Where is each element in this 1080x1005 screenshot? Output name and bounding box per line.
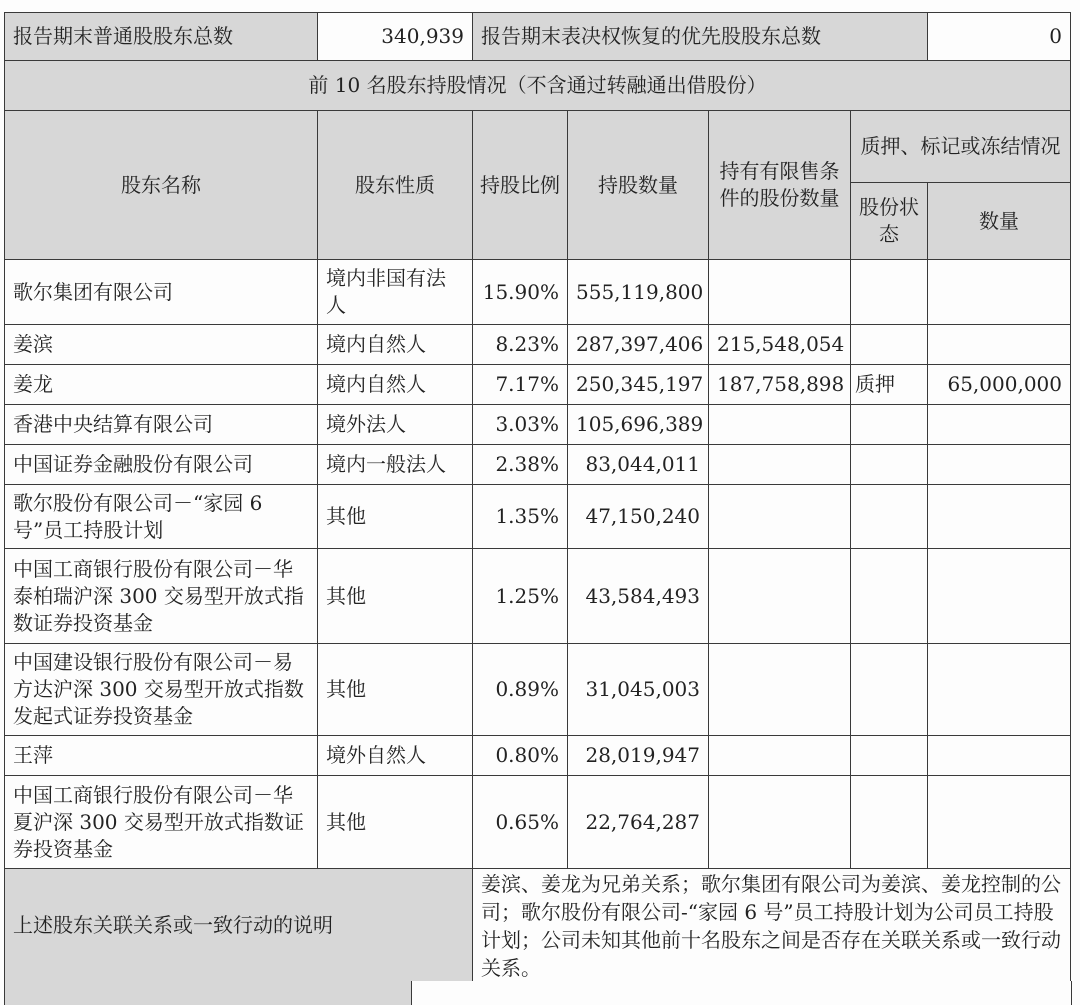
holding-quantity: 28,019,947 [568, 736, 709, 776]
shareholder-nature: 境外法人 [318, 405, 473, 445]
shareholder-name: 王萍 [5, 736, 318, 776]
pledge-quantity [928, 445, 1071, 485]
restricted-quantity [709, 776, 851, 869]
table-row [5, 325, 1071, 365]
header-pledge-group: 质押、标记或冻结情况 [851, 111, 1071, 183]
restricted-quantity [709, 644, 851, 736]
section-title-row [5, 61, 1071, 111]
note-text: 姜滨、姜龙为兄弟关系；歌尔集团有限公司为姜滨、姜龙控制的公司；歌尔股份有限公司-“家园 6 号”员工持股计划为公司员工持股计划；公司未知其他前十名股东之间是否存在关联关系或一致行动关系。 [473, 869, 1071, 983]
shareholder-name: 歌尔股份有限公司－“家园 6 号”员工持股计划 [5, 485, 318, 549]
restricted-quantity [709, 445, 851, 485]
table-continuation-label-cell [5, 981, 412, 1005]
table-row [5, 405, 1071, 445]
holding-ratio: 8.23% [473, 325, 568, 365]
section-title: 前 10 名股东持股情况（不含通过转融通出借股份） [5, 61, 1071, 111]
holding-quantity: 555,119,800 [568, 260, 709, 325]
holding-quantity: 105,696,389 [568, 405, 709, 445]
header-row-1 [5, 111, 1071, 183]
holding-ratio: 0.89% [473, 644, 568, 736]
note-label: 上述股东关联关系或一致行动的说明 [5, 869, 473, 983]
total-pref-label: 报告期末表决权恢复的优先股股东总数 [473, 13, 928, 61]
shareholder-name: 香港中央结算有限公司 [5, 405, 318, 445]
total-pref-value: 0 [928, 13, 1071, 61]
shareholder-name: 中国证券金融股份有限公司 [5, 445, 318, 485]
restricted-quantity [709, 405, 851, 445]
header-name: 股东名称 [5, 111, 318, 260]
holding-ratio: 2.38% [473, 445, 568, 485]
note-row [5, 869, 1071, 983]
pledge-status [851, 405, 928, 445]
pledge-status [851, 325, 928, 365]
shareholder-name: 中国建设银行股份有限公司－易方达沪深 300 交易型开放式指数发起式证券投资基金 [5, 644, 318, 736]
holding-quantity: 250,345,197 [568, 365, 709, 405]
restricted-quantity [709, 736, 851, 776]
total-common-label: 报告期末普通股股东总数 [5, 13, 318, 61]
holding-ratio: 0.80% [473, 736, 568, 776]
holding-ratio: 1.35% [473, 485, 568, 549]
holding-quantity: 47,150,240 [568, 485, 709, 549]
total-common-value: 340,939 [318, 13, 473, 61]
pledge-status: 质押 [851, 365, 928, 405]
header-ratio: 持股比例 [473, 111, 568, 260]
holding-ratio: 3.03% [473, 405, 568, 445]
holding-ratio: 1.25% [473, 549, 568, 644]
holding-quantity: 287,397,406 [568, 325, 709, 365]
pledge-status [851, 776, 928, 869]
table-row [5, 445, 1071, 485]
table-row [5, 365, 1071, 405]
shareholder-nature: 其他 [318, 485, 473, 549]
pledge-status [851, 445, 928, 485]
shareholder-nature: 其他 [318, 549, 473, 644]
shareholder-table [4, 12, 1071, 983]
shareholder-name: 中国工商银行股份有限公司－华泰柏瑞沪深 300 交易型开放式指数证券投资基金 [5, 549, 318, 644]
pledge-quantity [928, 644, 1071, 736]
pledge-quantity [928, 260, 1071, 325]
restricted-quantity: 215,548,054 [709, 325, 851, 365]
shareholder-nature: 其他 [318, 776, 473, 869]
restricted-quantity [709, 485, 851, 549]
holding-ratio: 15.90% [473, 260, 568, 325]
pledge-status [851, 644, 928, 736]
holding-ratio: 7.17% [473, 365, 568, 405]
pledge-quantity [928, 736, 1071, 776]
holding-quantity: 43,584,493 [568, 549, 709, 644]
holding-quantity: 22,764,287 [568, 776, 709, 869]
summary-row [5, 13, 1071, 61]
holding-ratio: 0.65% [473, 776, 568, 869]
pledge-status [851, 736, 928, 776]
shareholder-name: 中国工商银行股份有限公司－华夏沪深 300 交易型开放式指数证券投资基金 [5, 776, 318, 869]
table-row [5, 644, 1071, 736]
header-nature: 股东性质 [318, 111, 473, 260]
shareholder-nature: 境内非国有法人 [318, 260, 473, 325]
shareholder-name: 姜龙 [5, 365, 318, 405]
table-row [5, 485, 1071, 549]
header-quantity: 持股数量 [568, 111, 709, 260]
restricted-quantity: 187,758,898 [709, 365, 851, 405]
header-pledge-qty: 数量 [928, 183, 1071, 260]
header-pledge-status: 股份状态 [851, 183, 928, 260]
table-row [5, 776, 1071, 869]
holding-quantity: 83,044,011 [568, 445, 709, 485]
shareholder-nature: 境内自然人 [318, 325, 473, 365]
pledge-quantity [928, 325, 1071, 365]
pledge-quantity: 65,000,000 [928, 365, 1071, 405]
table-continuation [4, 981, 1072, 1005]
pledge-status [851, 260, 928, 325]
header-restricted: 持有有限售条件的股份数量 [709, 111, 851, 260]
pledge-quantity [928, 485, 1071, 549]
shareholder-nature: 其他 [318, 644, 473, 736]
pledge-quantity [928, 405, 1071, 445]
holding-quantity: 31,045,003 [568, 644, 709, 736]
shareholder-nature: 境内一般法人 [318, 445, 473, 485]
pledge-status [851, 549, 928, 644]
restricted-quantity [709, 260, 851, 325]
pledge-status [851, 485, 928, 549]
shareholder-name: 歌尔集团有限公司 [5, 260, 318, 325]
shareholder-nature: 境内自然人 [318, 365, 473, 405]
table-row [5, 736, 1071, 776]
shareholder-nature: 境外自然人 [318, 736, 473, 776]
restricted-quantity [709, 549, 851, 644]
pledge-quantity [928, 776, 1071, 869]
shareholder-name: 姜滨 [5, 325, 318, 365]
table-row [5, 260, 1071, 325]
table-row [5, 549, 1071, 644]
pledge-quantity [928, 549, 1071, 644]
